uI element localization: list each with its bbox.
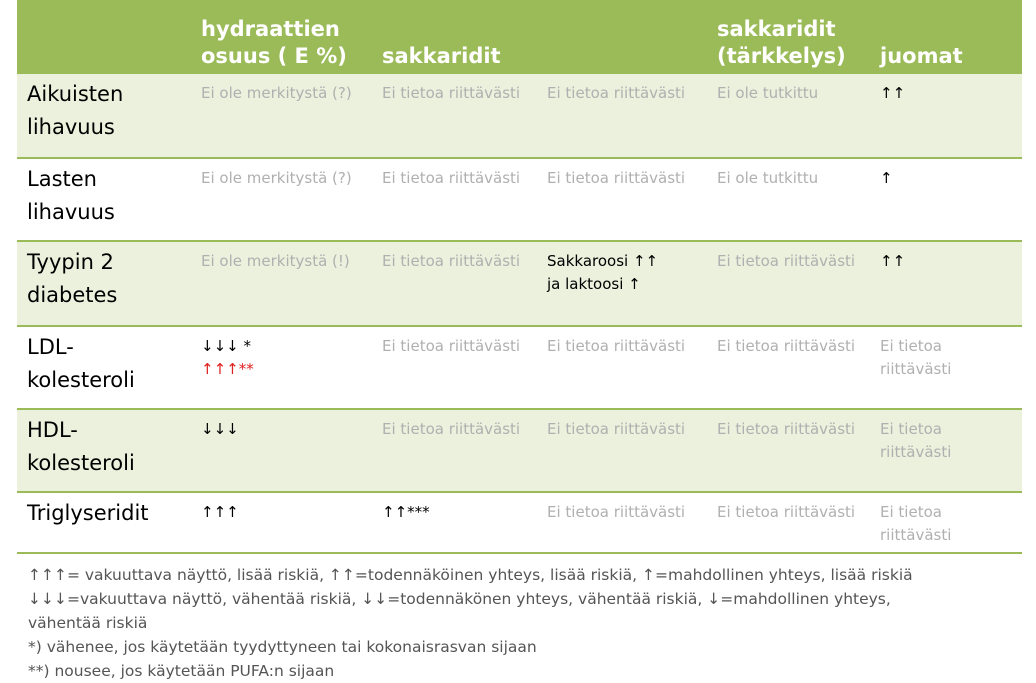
table-cell: Ei tietoa riittävästi	[382, 252, 521, 270]
table-cell: Ei tietoa riittävästi	[717, 503, 856, 521]
table-cell: ↑↑***	[382, 503, 430, 521]
header-cell-0	[17, 0, 191, 74]
table-cell: Ei tietoa riittävästi	[382, 84, 521, 102]
table-row-hdl-kolesteroli	[17, 409, 1022, 492]
table-cell: Ei ole tutkittu	[717, 84, 819, 102]
header-cell-1: hydraattien osuus ( E %)	[201, 17, 347, 68]
row-label: HDL-kolesteroli	[27, 418, 135, 475]
table-cell: Ei tietoa riittävästi	[880, 420, 952, 461]
evidence-table	[17, 0, 1022, 554]
legend-notes	[28, 563, 1023, 683]
cell-line: ↓↓↓ *	[201, 337, 251, 355]
table-cell: Ei tietoa riittävästi	[880, 337, 952, 378]
table-cell: Ei tietoa riittävästi	[547, 169, 686, 187]
table-cell: ↑↑	[880, 84, 906, 102]
table-row-tyypin-2-diabetes	[17, 241, 1022, 326]
table-cell: Ei tietoa riittävästi	[880, 503, 952, 544]
table-cell: Ei tietoa riittävästi	[547, 420, 686, 438]
row-label: Lasten lihavuus	[27, 167, 115, 224]
header-row	[17, 0, 1022, 74]
row-label: Triglyseridit	[27, 501, 149, 525]
table-cell: Ei tietoa riittävästi	[717, 337, 856, 355]
table-cell: Ei tietoa riittävästi	[547, 337, 686, 355]
table-cell: Ei ole merkitystä (?)	[201, 169, 352, 187]
table-cell: ↑↑	[880, 252, 906, 270]
row-label: Aikuisten lihavuus	[27, 82, 124, 139]
table-cell: Ei tietoa riittävästi	[717, 420, 856, 438]
table-cell: ↓↓↓	[201, 420, 239, 438]
header-cell-5: juomat	[880, 44, 963, 68]
row-label: Tyypin 2 diabetes	[27, 250, 118, 307]
row-label: LDL-kolesteroli	[27, 335, 135, 392]
cell-line-red: ↑↑↑**	[201, 360, 254, 378]
header-cell-2: sakkaridit	[382, 44, 501, 68]
table-row-ldl-kolesteroli	[17, 326, 1022, 409]
cell-line: Sakkaroosi ↑↑	[547, 252, 659, 270]
table-cell: Ei ole tutkittu	[717, 169, 819, 187]
table-cell: Ei tietoa riittävästi	[717, 252, 856, 270]
legend-line-decrease: ↓↓↓=vakuuttava näyttö, vähentää riskiä, ↓↓=todennäkönen yhteys, vähentää riskiä, ↓=mahdollinen yhteys,	[28, 590, 891, 608]
evidence-table-container	[17, 0, 1022, 554]
footnote-1: *) vähenee, jos käytetään tyydyttyneen tai kokonaisrasvan sijaan	[28, 638, 537, 656]
table-cell: Ei ole merkitystä (!)	[201, 252, 350, 270]
cell-line: ja laktoosi ↑	[547, 275, 641, 293]
table-row-aikuisten-lihavuus	[17, 74, 1022, 158]
table-cell	[191, 326, 372, 409]
table-cell: Ei tietoa riittävästi	[547, 503, 686, 521]
footnote-2: **) nousee, jos käytetään PUFA:n sijaan	[28, 662, 335, 680]
legend-line-increase: ↑↑↑= vakuuttava näyttö, lisää riskiä, ↑↑=todennäköinen yhteys, lisää riskiä, ↑=mahdollinen yhteys, lisää riskiä	[28, 566, 913, 584]
table-cell	[537, 241, 707, 326]
table-cell: Ei tietoa riittävästi	[382, 337, 521, 355]
table-cell: Ei tietoa riittävästi	[382, 420, 521, 438]
table-cell: Ei tietoa riittävästi	[547, 84, 686, 102]
header-cell-4: sakkaridit (tärkkelys)	[717, 17, 846, 68]
legend-line-decrease-cont: vähentää riskiä	[28, 614, 148, 632]
table-cell: Ei ole merkitystä (?)	[201, 84, 352, 102]
table-row-triglyseridit	[17, 492, 1022, 553]
table-cell: ↑	[880, 169, 893, 187]
table-row-lasten-lihavuus	[17, 158, 1022, 241]
table-cell: ↑↑↑	[201, 503, 239, 521]
table-cell: Ei tietoa riittävästi	[382, 169, 521, 187]
header-cell-3	[537, 0, 707, 74]
